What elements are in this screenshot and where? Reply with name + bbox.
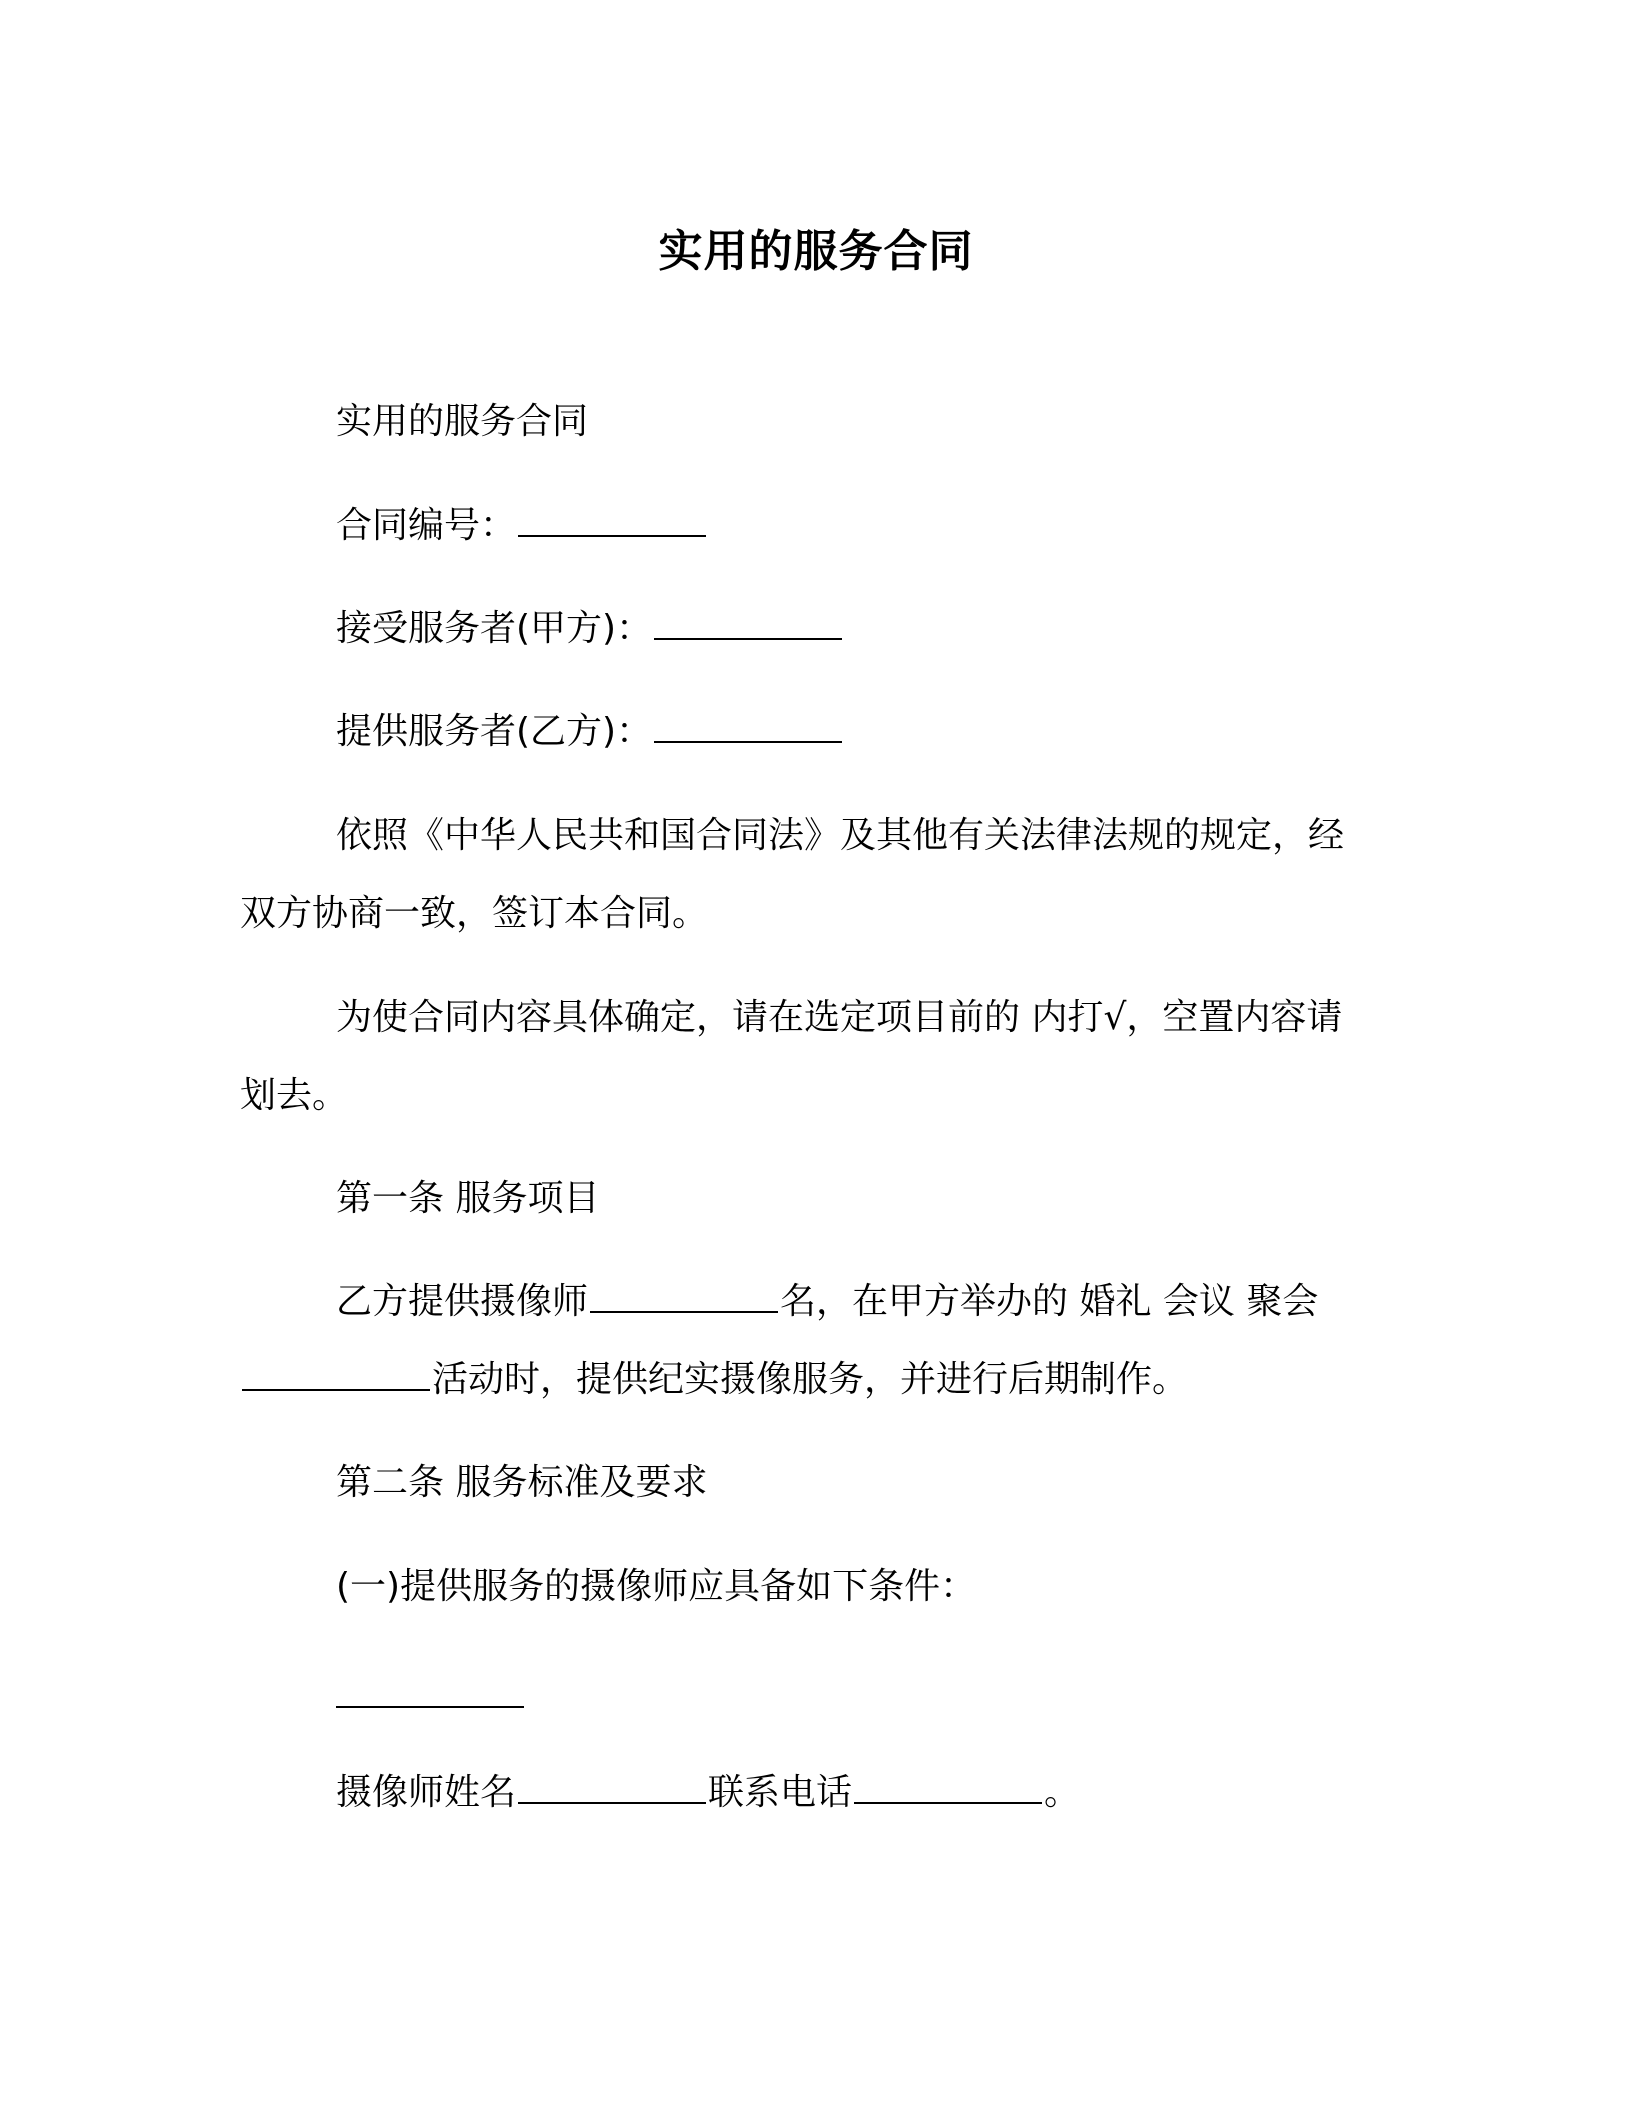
- period: 。: [1044, 1772, 1081, 1813]
- instruction-paragraph-line2: 划去。: [240, 1075, 349, 1116]
- photographer-name-label: 摄像师姓名: [336, 1772, 517, 1813]
- page-title: 实用的服务合同: [658, 226, 974, 277]
- check-mark-icon: √: [1103, 997, 1127, 1038]
- instruction-text-2: ，空置内容请: [1126, 997, 1343, 1038]
- article1-line1: [336, 1278, 1318, 1326]
- intro-paragraph-line2: 双方协商一致，签订本合同。: [240, 893, 709, 934]
- party-b-label: 提供服务者(乙方)：: [336, 711, 653, 752]
- contract-number-field: [336, 502, 708, 550]
- phone-blank: [854, 1772, 1042, 1804]
- conditions-blank: [336, 1676, 524, 1708]
- subtitle: 实用的服务合同: [336, 401, 589, 442]
- instruction-text-1: 为使合同内容具体确定，请在选定项目前的 内打: [336, 997, 1104, 1038]
- article2-item1: (一)提供服务的摄像师应具备如下条件：: [336, 1566, 977, 1607]
- contract-number-label: 合同编号：: [336, 505, 517, 546]
- phone-label: 联系电话: [708, 1772, 853, 1813]
- party-a-label: 接受服务者(甲方)：: [336, 608, 653, 649]
- party-a-field: [336, 605, 844, 653]
- intro-paragraph-line1: 依照《中华人民共和国合同法》及其他有关法律法规的规定，经: [336, 815, 1345, 856]
- conditions-blank-line: [336, 1673, 526, 1721]
- photographer-count-blank: [590, 1281, 778, 1313]
- article1-text-a: 乙方提供摄像师: [336, 1281, 589, 1322]
- article2-heading: 第二条 服务标准及要求: [336, 1462, 708, 1503]
- article1-text-b: 名，在甲方举办的 婚礼 会议 聚会: [780, 1281, 1319, 1322]
- party-b-blank: [654, 711, 842, 743]
- photographer-contact-line: [336, 1769, 1080, 1817]
- photographer-name-blank: [518, 1772, 706, 1804]
- party-a-blank: [654, 608, 842, 640]
- contract-number-blank: [518, 505, 706, 537]
- other-event-blank: [242, 1359, 430, 1391]
- party-b-field: [336, 708, 844, 756]
- article1-line2: [240, 1356, 1188, 1404]
- article1-text-c: 活动时，提供纪实摄像服务，并进行后期制作。: [432, 1359, 1189, 1400]
- article1-heading: 第一条 服务项目: [336, 1178, 600, 1219]
- instruction-paragraph-line1: [336, 994, 1342, 1042]
